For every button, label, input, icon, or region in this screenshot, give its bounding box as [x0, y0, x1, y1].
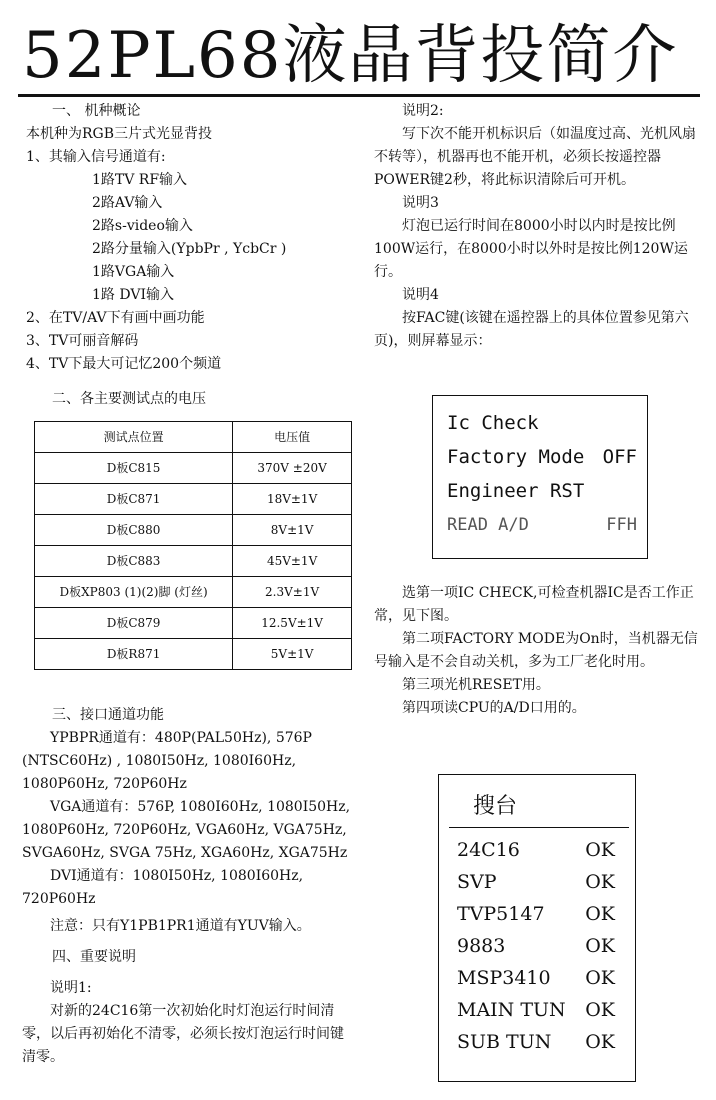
section-1-heading: 一、 机种概论	[52, 103, 141, 119]
ic-check-screen	[438, 774, 636, 1082]
menu-item-value: OFF	[602, 446, 637, 468]
menu-desc-3: 第三项光机RESET用。	[402, 677, 550, 693]
machine-type-line: 本机种为RGB三片式光显背投	[26, 126, 213, 142]
ic-row	[439, 1026, 635, 1058]
note-2-title: 说明2:	[402, 103, 444, 119]
ic-row	[439, 962, 635, 994]
menu-item-value: FFH	[606, 515, 637, 535]
factory-menu-screen	[432, 395, 648, 559]
note-4-text: 按FAC键(该键在遥控器上的具体位置参见第六页)，则屏幕显示：	[374, 310, 689, 349]
input-channels-heading: 1、其输入信号通道有:	[26, 149, 166, 165]
menu-description	[374, 582, 706, 720]
table-cell: 370V ±20V	[233, 453, 352, 484]
ic-name: MAIN TUN	[457, 999, 566, 1021]
input-item: 1路 DVI输入	[92, 287, 174, 303]
table-cell: D板C879	[35, 608, 233, 639]
input-item: 2路AV输入	[92, 195, 163, 211]
menu-item-read-ad	[433, 508, 647, 542]
table-row	[35, 515, 352, 546]
yuv-note: 注意：只有Y1PB1PR1通道有YUV输入。	[50, 918, 311, 934]
ic-status: OK	[585, 1031, 615, 1053]
table-row	[35, 546, 352, 577]
ic-status: OK	[585, 967, 615, 989]
table-cell: D板C880	[35, 515, 233, 546]
table-header-row	[35, 422, 352, 453]
ic-row	[439, 834, 635, 866]
right-column	[374, 100, 706, 353]
note-2-text: 写下次不能开机标识后（如温度过高、光机风扇不转等），机器再也不能开机，必须长按遥控器POWER键2秒，将此标识清除后可开机。	[374, 126, 696, 188]
input-item: 2路分量输入(YpbPr , YcbCr )	[92, 241, 287, 257]
table-header-cell: 测试点位置	[35, 422, 233, 453]
menu-item-engineer-rst: Engineer RST	[447, 480, 585, 502]
ic-row	[439, 994, 635, 1026]
left-column	[22, 100, 352, 1069]
table-cell: 8V±1V	[233, 515, 352, 546]
menu-item-factory-mode	[433, 440, 647, 474]
page-title: 52PL68液晶背投简介	[22, 19, 679, 93]
table-cell: D板XP803 (1)(2)脚 (灯丝)	[35, 577, 233, 608]
ic-status: OK	[585, 903, 615, 925]
note-1-title: 说明1:	[50, 980, 92, 996]
ic-name: MSP3410	[457, 967, 551, 989]
table-row	[35, 484, 352, 515]
nicam-feature: 3、TV可丽音解码	[26, 333, 139, 349]
input-item: 1路TV RF输入	[92, 172, 188, 188]
ic-name: 24C16	[457, 839, 520, 861]
ic-row	[439, 866, 635, 898]
voltage-table	[34, 421, 352, 670]
ic-screen-title: 搜台	[473, 794, 518, 819]
ic-status: OK	[585, 871, 615, 893]
note-3-text: 灯泡已运行时间在8000小时以内时是按比例100W运行，在8000小时以外时是按比例120W运行。	[374, 218, 688, 280]
channel-memory-feature: 4、TV下最大可记忆200个频道	[26, 356, 222, 372]
input-item: 2路s-video输入	[92, 218, 193, 234]
menu-item-ic-check: Ic Check	[447, 412, 539, 434]
table-cell: 2.3V±1V	[233, 577, 352, 608]
pip-feature: 2、在TV/AV下有画中画功能	[26, 310, 205, 326]
ic-row	[439, 898, 635, 930]
ic-name: SUB TUN	[457, 1031, 552, 1053]
ic-name: 9883	[457, 935, 506, 957]
section-2-heading: 二、各主要测试点的电压	[52, 391, 206, 407]
ic-name: TVP5147	[457, 903, 545, 925]
section-4-heading: 四、重要说明	[52, 949, 136, 965]
input-item: 1路VGA输入	[92, 264, 175, 280]
table-cell: 18V±1V	[233, 484, 352, 515]
table-row	[35, 639, 352, 670]
table-cell: D板C815	[35, 453, 233, 484]
menu-item-label: READ A/D	[447, 515, 529, 535]
ic-status: OK	[585, 999, 615, 1021]
table-cell: 45V±1V	[233, 546, 352, 577]
note-3-title: 说明3	[402, 195, 439, 211]
table-cell: 12.5V±1V	[233, 608, 352, 639]
vga-channels: VGA通道有：576P, 1080I60Hz, 1080I50Hz, 1080P60Hz, 720P60Hz, VGA60Hz, VGA75Hz, SVGA60Hz, SVGA 75Hz, XGA60Hz, XGA75Hz	[22, 799, 351, 861]
section-3-heading: 三、接口通道功能	[52, 707, 164, 723]
menu-desc-1: 选第一项IC CHECK,可检查机器IC是否工作正常，见下图。	[374, 585, 694, 624]
ic-status: OK	[585, 839, 615, 861]
ic-status: OK	[585, 935, 615, 957]
ypbpr-channels: YPBPR通道有：480P(PAL50Hz), 576P (NTSC60Hz) , 1080I50Hz, 1080I60Hz, 1080P60Hz, 720P60Hz	[22, 730, 312, 792]
menu-item-label: Factory Mode	[447, 446, 585, 468]
table-row	[35, 453, 352, 484]
menu-desc-2: 第二项FACTORY MODE为On时，当机器无信号输入是不会自动关机，多为工厂老化时用。	[374, 631, 698, 670]
table-row	[35, 608, 352, 639]
menu-desc-4: 第四项读CPU的A/D口用的。	[402, 700, 586, 716]
ic-name: SVP	[457, 871, 497, 893]
table-header-cell: 电压值	[233, 422, 352, 453]
note-1-text: 对新的24C16第一次初始化时灯泡运行时间清零，以后再初始化不清零，必须长按灯泡运行时间键清零。	[22, 1003, 344, 1065]
note-4-title: 说明4	[402, 287, 439, 303]
table-cell: 5V±1V	[233, 639, 352, 670]
table-cell: D板C871	[35, 484, 233, 515]
table-cell: D板R871	[35, 639, 233, 670]
table-cell: D板C883	[35, 546, 233, 577]
table-row	[35, 577, 352, 608]
title-underline	[18, 94, 700, 97]
dvi-channels: DVI通道有：1080I50Hz, 1080I60Hz, 720P60Hz	[22, 868, 304, 907]
ic-row	[439, 930, 635, 962]
